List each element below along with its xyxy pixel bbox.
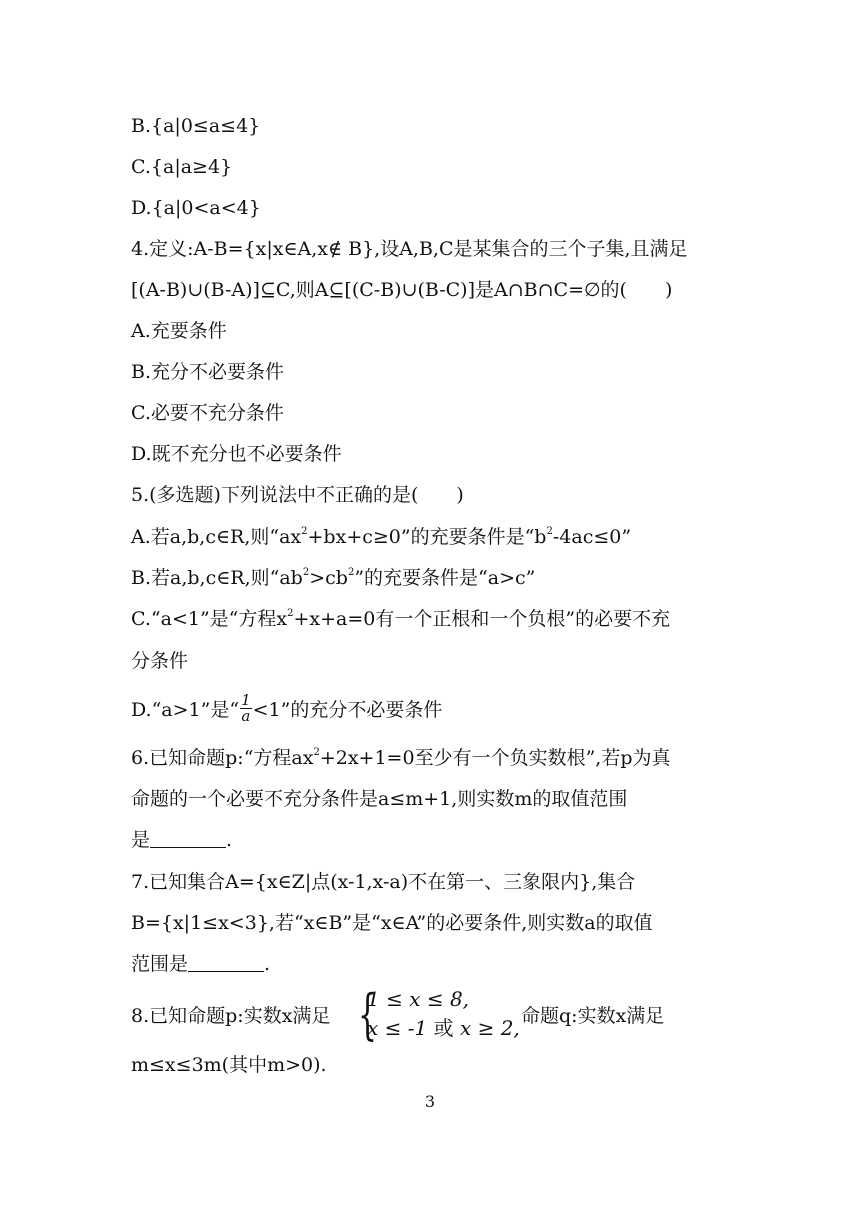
text-segment: 𝑥 ≥ 2, — [459, 1016, 520, 1040]
option-5c-line-2: 分条件 — [131, 650, 189, 672]
text-segment: C.“a<1”是“方程x — [131, 608, 288, 630]
text-segment: 𝑥 ≤ -1 — [367, 1016, 428, 1040]
question-7-line-3 — [131, 951, 730, 977]
question-6-line-3 — [131, 827, 730, 853]
option-5a — [131, 524, 730, 550]
text-segment: >cb — [309, 567, 348, 589]
answer-blank — [150, 829, 226, 848]
text-segment: B.若a,b,c∈R,则“ab — [131, 567, 303, 589]
superscript: 2 — [546, 526, 553, 537]
text-segment: 8.已知命题p:实数x满足 — [131, 1005, 331, 1027]
superscript: 2 — [313, 747, 320, 758]
question-4-line-1: 4.定义:A-B={x|x∈A,x∉ B},设A,B,C是某集合的三个子集,且满足 — [131, 238, 688, 260]
option-4a: A.充要条件 — [131, 320, 227, 342]
question-8-line-1 — [131, 983, 831, 1046]
text-segment: +x+a=0有一个正根和一个负根”的必要不充 — [293, 608, 671, 630]
answer-blank — [188, 953, 264, 972]
text-segment: D.“a>1”是“ — [131, 699, 240, 721]
condition-2 — [367, 1015, 520, 1041]
superscript: 2 — [302, 567, 310, 578]
text-segment: ”的充要条件是“a>c” — [354, 567, 536, 589]
question-5: 5.(多选题)下列说法中不正确的是( ) — [131, 484, 464, 506]
question-4-line-2: [(A-B)∪(B-A)]⊆C,则A⊆[(C-B)∪(B-C)]是A∩B∩C=∅的( ) — [131, 279, 673, 301]
left-brace: { — [358, 983, 377, 1046]
text-segment: <1”的充分不必要条件 — [252, 699, 443, 721]
text-segment: 是 — [131, 829, 151, 851]
page-number: 3 — [424, 1092, 436, 1111]
option-4d: D.既不充分也不必要条件 — [131, 443, 342, 465]
text-segment: -4ac≤0” — [552, 526, 632, 548]
text-segment: +bx+c≥0”的充要条件是“b — [307, 526, 547, 548]
option-5c-line-1 — [131, 606, 730, 632]
option-5d — [131, 690, 730, 725]
option-3b: B.{a|0≤a≤4} — [131, 115, 261, 137]
question-7-line-2: B={x|1≤x<3},若“x∈B”是“x∈A”的必要条件,则实数a的取值 — [131, 912, 653, 934]
text-segment: 6.已知命题p:“方程ax — [131, 747, 314, 769]
option-3c: C.{a|a≥4} — [131, 156, 233, 178]
option-4b: B.充分不必要条件 — [131, 361, 285, 383]
option-5b — [131, 565, 730, 591]
text-segment: 范围是 — [131, 953, 189, 975]
question-7-line-1: 7.已知集合A={x∈Z|点(x-1,x-a)不在第一、三象限内},集合 — [131, 871, 636, 893]
fraction — [240, 690, 252, 725]
question-6-line-2: 命题的一个必要不充分条件是a≤m+1,则实数m的取值范围 — [131, 788, 628, 810]
condition-1: 1 ≤ 𝑥 ≤ 8, — [367, 987, 470, 1011]
question-8-line-2: m≤x≤3m(其中m>0). — [131, 1054, 327, 1076]
option-3d: D.{a|0<a<4} — [131, 197, 261, 219]
text-segment: . — [226, 829, 233, 851]
option-4c: C.必要不充分条件 — [131, 402, 284, 424]
text-segment: A.若a,b,c∈R,则“ax — [131, 526, 302, 548]
text-segment: 命题q:实数x满足 — [521, 1005, 665, 1027]
superscript: 2 — [287, 608, 294, 619]
text-segment: . — [264, 953, 271, 975]
fraction-numerator: 1 — [241, 690, 251, 709]
question-6-line-1 — [131, 745, 730, 771]
superscript: 2 — [301, 526, 308, 537]
fraction-denominator: a — [241, 706, 251, 725]
superscript: 2 — [347, 567, 355, 578]
text-segment: 或 — [427, 1016, 460, 1040]
text-segment: +2x+1=0至少有一个负实数根”,若p为真 — [319, 747, 671, 769]
